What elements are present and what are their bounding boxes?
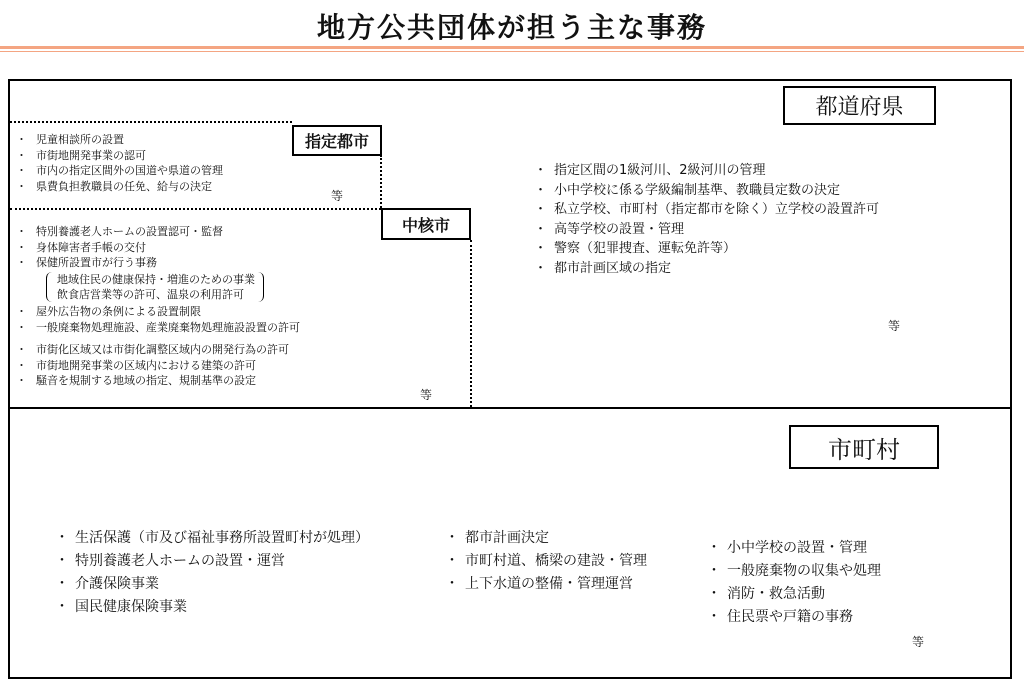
designated-city-right-border bbox=[380, 155, 382, 208]
sub-item: 地域住民の健康保持・増進のための事業 bbox=[57, 273, 255, 286]
municipality-label: 市町村 bbox=[789, 425, 939, 469]
list-item: ・ 住民票や戸籍の事務 bbox=[707, 606, 881, 629]
list-item: ・ 小中学校の設置・管理 bbox=[707, 537, 881, 560]
page-title: 地方公共団体が担う主な事務 bbox=[316, 11, 707, 44]
list-item: ・ 屋外広告物の条例による設置制限 bbox=[16, 304, 300, 320]
list-item: ・ 市街化区域又は市街化調整区域内の開発行為の許可 bbox=[16, 342, 289, 358]
municipality-list-3 bbox=[707, 537, 881, 629]
designated-city-list bbox=[16, 132, 223, 194]
core-city-list-c bbox=[16, 342, 289, 389]
municipality-list-1 bbox=[55, 527, 369, 619]
list-item: ・ 一般廃棄物の収集や処理 bbox=[707, 560, 881, 583]
list-item: ・ 特別養護老人ホームの設置・運営 bbox=[55, 550, 369, 573]
municipality-list-2 bbox=[445, 527, 647, 596]
core-city-right-border bbox=[470, 240, 472, 407]
municipality-etc: 等 bbox=[912, 635, 925, 649]
list-item: ・ 指定区間の1級河川、2級河川の管理 bbox=[534, 161, 879, 181]
list-item: ・ 都市計画区域の指定 bbox=[534, 259, 879, 279]
list-item: ・ 介護保険事業 bbox=[55, 573, 369, 596]
list-item: ・ 市町村道、橋梁の建設・管理 bbox=[445, 550, 647, 573]
list-item: ・ 市街地開発事業の認可 bbox=[16, 148, 223, 164]
list-item: ・ 上下水道の整備・管理運営 bbox=[445, 573, 647, 596]
prefecture-list bbox=[534, 161, 879, 278]
section-divider bbox=[8, 407, 1012, 409]
designated-city-label: 指定都市 bbox=[292, 125, 382, 156]
list-item: ・ 県費負担教職員の任免、給与の決定 bbox=[16, 179, 223, 195]
core-city-label: 中核市 bbox=[381, 208, 471, 240]
prefecture-etc: 等 bbox=[888, 319, 901, 333]
list-item: ・ 消防・救急活動 bbox=[707, 583, 881, 606]
list-item: ・ 身体障害者手帳の交付 bbox=[16, 240, 223, 256]
core-city-sub-items bbox=[46, 272, 264, 302]
core-city-etc: 等 bbox=[420, 388, 433, 402]
list-item: ・ 警察（犯罪捜査、運転免許等） bbox=[534, 239, 879, 259]
designated-city-top-border bbox=[10, 121, 292, 123]
list-item: ・ 高等学校の設置・管理 bbox=[534, 220, 879, 240]
sub-item: 飲食店営業等の許可、温泉の利用許可 bbox=[57, 288, 244, 301]
title-underline bbox=[0, 46, 1024, 49]
list-item: ・ 保健所設置市が行う事務 bbox=[16, 255, 223, 271]
list-item: ・ 私立学校、市町村（指定都市を除く）立学校の設置許可 bbox=[534, 200, 879, 220]
prefecture-label: 都道府県 bbox=[783, 86, 936, 125]
title-underline-thin bbox=[0, 51, 1024, 52]
designated-city-etc: 等 bbox=[331, 189, 344, 203]
list-item: ・ 市内の指定区間外の国道や県道の管理 bbox=[16, 163, 223, 179]
core-city-list-a bbox=[16, 224, 223, 271]
list-item: ・ 生活保護（市及び福祉事務所設置町村が処理） bbox=[55, 527, 369, 550]
list-item: ・ 都市計画決定 bbox=[445, 527, 647, 550]
list-item: ・ 一般廃棄物処理施設、産業廃棄物処理施設設置の許可 bbox=[16, 320, 300, 336]
core-city-list-b bbox=[16, 304, 300, 335]
list-item: ・ 国民健康保険事業 bbox=[55, 596, 369, 619]
list-item: ・ 騒音を規制する地域の指定、規制基準の設定 bbox=[16, 373, 289, 389]
list-item: ・ 小中学校に係る学級編制基準、教職員定数の決定 bbox=[534, 181, 879, 201]
list-item: ・ 児童相談所の設置 bbox=[16, 132, 223, 148]
list-item: ・ 特別養護老人ホームの設置認可・監督 bbox=[16, 224, 223, 240]
designated-city-bottom-border bbox=[10, 208, 381, 210]
list-item: ・ 市街地開発事業の区域内における建築の許可 bbox=[16, 358, 289, 374]
